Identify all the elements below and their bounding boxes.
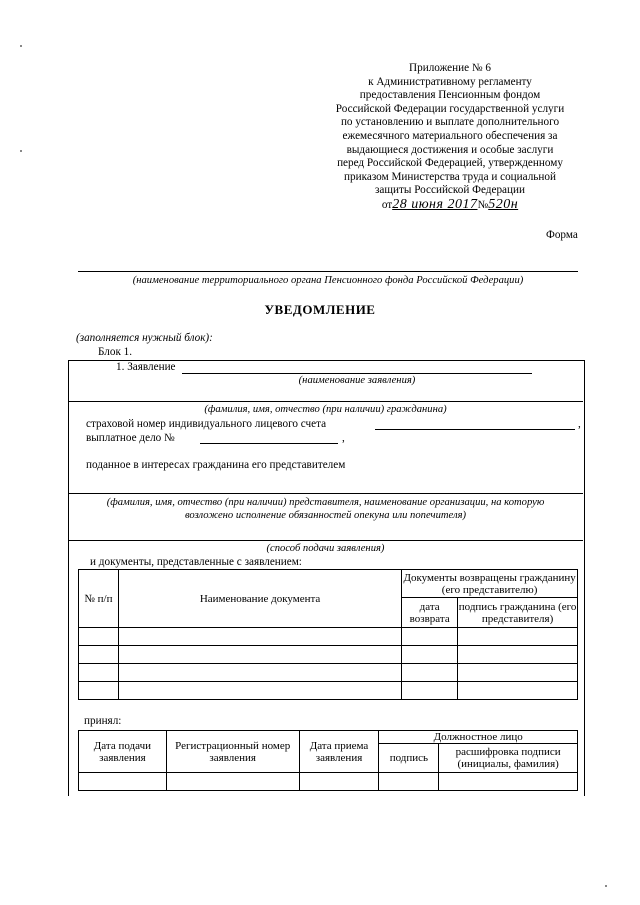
method-line[interactable] [68, 540, 583, 541]
table-row [79, 682, 578, 700]
col-return-date-header: дата возврата [402, 598, 458, 628]
representative-fio-line[interactable] [68, 493, 583, 494]
appendix-line: по установлению и выплате дополнительного [340, 116, 560, 129]
accepted-label: принял: [84, 715, 122, 727]
organ-name-line[interactable] [78, 271, 578, 272]
appendix-line: приказом Министерства труда и социальной [344, 170, 556, 183]
case-label: выплатное дело № [86, 432, 175, 444]
scan-speck [605, 885, 607, 887]
appendix-line: Приложение № 6 [409, 62, 491, 74]
col-number-header: № п/п [79, 570, 119, 628]
col-official-header: Должностное лицо [379, 731, 578, 744]
scan-speck [20, 150, 22, 152]
order-number-handwritten: 520н [488, 196, 519, 212]
order-date-handwritten: 28 июня 2017 [392, 196, 478, 212]
col-official-sign-header: подпись [379, 744, 439, 773]
appendix-header [300, 62, 600, 213]
fill-note: (заполняется нужный блок): [76, 332, 213, 344]
docs-intro: и документы, представленные с заявлением: [90, 556, 302, 568]
appendix-line: к Административному регламенту [368, 75, 532, 88]
documents-table [78, 569, 578, 700]
col-receive-date-header: Дата приема заявления [299, 731, 379, 773]
appendix-line: Российской Федерации государственной услуги [335, 102, 565, 115]
case-number-field[interactable] [200, 443, 338, 444]
appendix-line: ежемесячного материального обеспечения за [342, 129, 558, 142]
page-title: УВЕДОМЛЕНИЕ [264, 302, 376, 317]
representative-caption-2: возложено исполнение обязанностей опекуна или попечителя) [184, 510, 467, 521]
col-signature-header: подпись гражданина (его представителя) [458, 598, 578, 628]
table-row [79, 646, 578, 664]
appendix-line: защиты Российской Федерации [375, 184, 525, 197]
number-prefix: № [477, 198, 489, 211]
case-comma: , [342, 432, 345, 444]
col-returned-header: Документы возвращены гражданину (его представителю) [403, 571, 576, 596]
method-caption: (способ подачи заявления) [266, 543, 385, 554]
table-row [79, 628, 578, 646]
date-prefix: от [381, 198, 393, 211]
representative-caption-1: (фамилия, имя, отчество (при наличии) представителя, наименование организации, на которую [106, 497, 545, 508]
citizen-fio-caption: (фамилия, имя, отчество (при наличии) гражданина) [204, 404, 447, 415]
table-row [79, 773, 578, 791]
application-caption: (наименование заявления) [298, 375, 416, 386]
snils-label: страховой номер индивидуального лицевого счета [86, 418, 327, 430]
block-label: Блок 1. [98, 346, 133, 358]
col-sign-decode-header: расшифровка подписи (инициалы, фамилия) [439, 744, 578, 773]
application-name-line[interactable] [182, 373, 532, 374]
scan-speck [20, 45, 22, 47]
col-reg-number-header: Регистрационный номер заявления [166, 731, 299, 773]
form-label: Форма [546, 229, 578, 241]
organ-caption: (наименование территориального органа Пенсионного фонда Российской Федерации) [132, 275, 524, 286]
table-row [79, 664, 578, 682]
citizen-fio-line[interactable] [68, 401, 583, 402]
order-date-line [300, 198, 600, 213]
snils-field[interactable] [375, 429, 575, 430]
col-submit-date-header: Дата подачи заявления [79, 731, 167, 773]
snils-comma: , [578, 418, 581, 430]
application-label: 1. Заявление [116, 361, 176, 373]
representative-label: поданное в интересах гражданина его представителем [86, 459, 346, 471]
appendix-line: выдающиеся достижения и особые заслуги [346, 143, 554, 156]
col-document-name-header: Наименование документа [118, 570, 401, 628]
appendix-line: перед Российской Федерацией, утвержденному [337, 157, 563, 170]
acceptance-table [78, 730, 578, 791]
appendix-line: предоставления Пенсионным фондом [359, 89, 541, 102]
